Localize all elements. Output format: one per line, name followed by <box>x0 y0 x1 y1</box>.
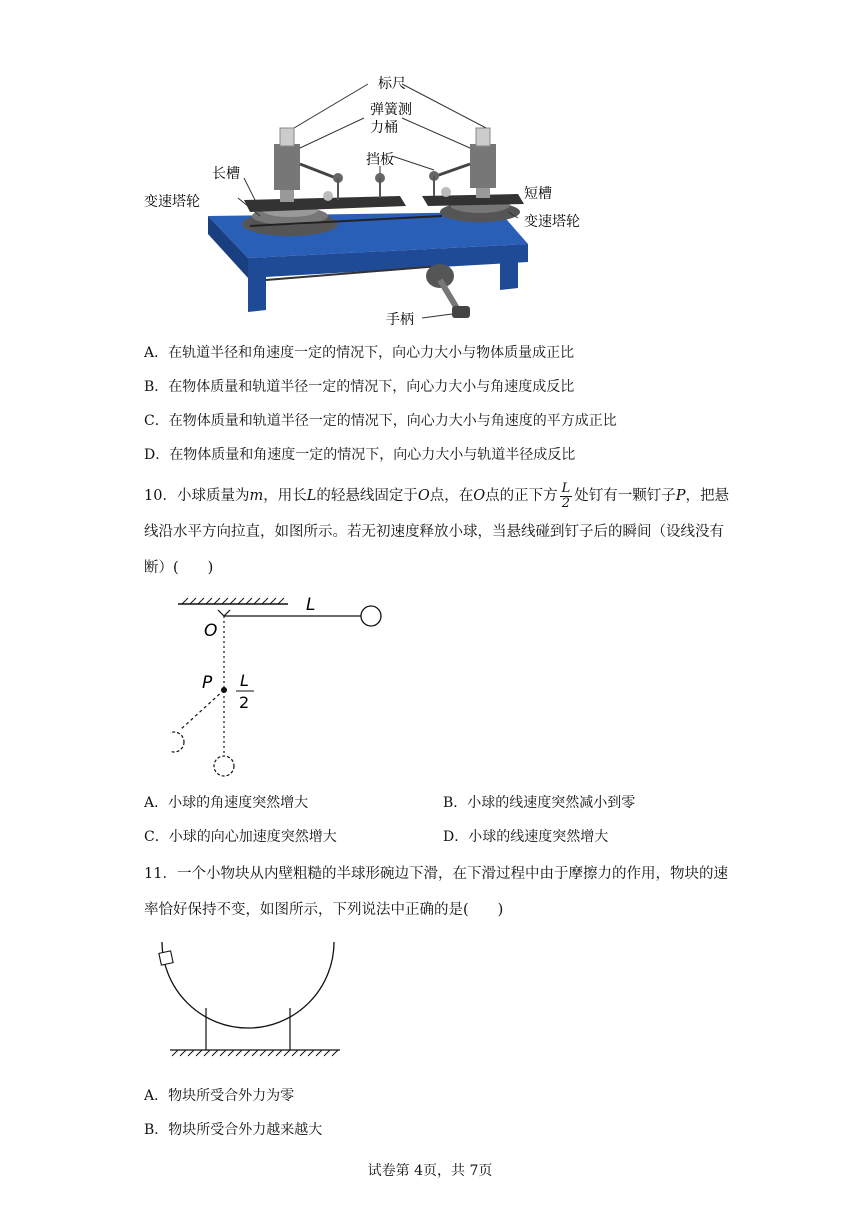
pendulum-nail-figure <box>170 590 400 790</box>
label-pulley-right: 变速塔轮 <box>524 214 580 230</box>
q10-stem: 10．小球质量为m，用长L的轻悬线固定于O点，在O点的正下方 $\frac{L}{2}$ 处钉有一颗钉子P，把悬线沿水平方向拉直，如图所示。若无初速度释放小球，当悬线碰到钉子后的瞬间（设线没有断）( ) <box>144 480 730 576</box>
label-ruler: 标尺 <box>378 76 406 92</box>
q9-option-c: C．在物体质量和轨道半径一定的情况下，向心力大小与角速度的平方成正比 <box>144 413 617 429</box>
hemispherical-bowl-figure <box>150 930 350 1060</box>
fig-label-o: O <box>204 621 218 641</box>
q10-option-a: A．小球的角速度突然增大 <box>144 795 309 811</box>
fraction-l-over-2: $\frac{L}{2}$ <box>561 480 571 511</box>
label-short-slot: 短槽 <box>524 186 552 202</box>
label-spring-bottom: 力桶 <box>370 120 398 136</box>
q11-stem: 11．一个小物块从内壁粗糙的半球形碗边下滑，在下滑过程中由于摩擦力的作用，物块的速率恰好保持不变，如图所示，下列说法中正确的是( ) <box>144 866 728 918</box>
label-baffle: 挡板 <box>366 152 394 168</box>
fig-label-p: P <box>202 673 213 693</box>
label-spring-top: 弹簧测 <box>370 102 412 118</box>
label-pulley-left: 变速塔轮 <box>144 194 200 210</box>
fig-frac-num: L <box>240 671 249 690</box>
q11-option-a: A．物块所受合外力为零 <box>144 1088 295 1104</box>
q10-option-d: D．小球的线速度突然增大 <box>443 829 609 845</box>
q11-option-b: B．物块所受合外力越来越大 <box>144 1122 323 1138</box>
q9-option-b: B．在物体质量和轨道半径一定的情况下，向心力大小与角速度成反比 <box>144 379 575 395</box>
fig-frac-den: 2 <box>239 693 250 712</box>
label-long-slot: 长槽 <box>212 166 240 182</box>
q9-option-a: A．在轨道半径和角速度一定的情况下，向心力大小与物体质量成正比 <box>144 345 575 361</box>
fig-label-l: L <box>306 595 316 615</box>
q10-option-c: C．小球的向心加速度突然增大 <box>144 829 337 845</box>
centripetal-force-apparatus-figure <box>140 66 620 328</box>
page-footer: 试卷第 4页，共 7页 <box>367 1163 493 1179</box>
q9-option-d: D．在物体质量和角速度一定的情况下，向心力大小与轨道半径成反比 <box>144 447 576 463</box>
q10-option-b: B．小球的线速度突然减小到零 <box>443 795 636 811</box>
label-handle: 手柄 <box>386 312 414 328</box>
